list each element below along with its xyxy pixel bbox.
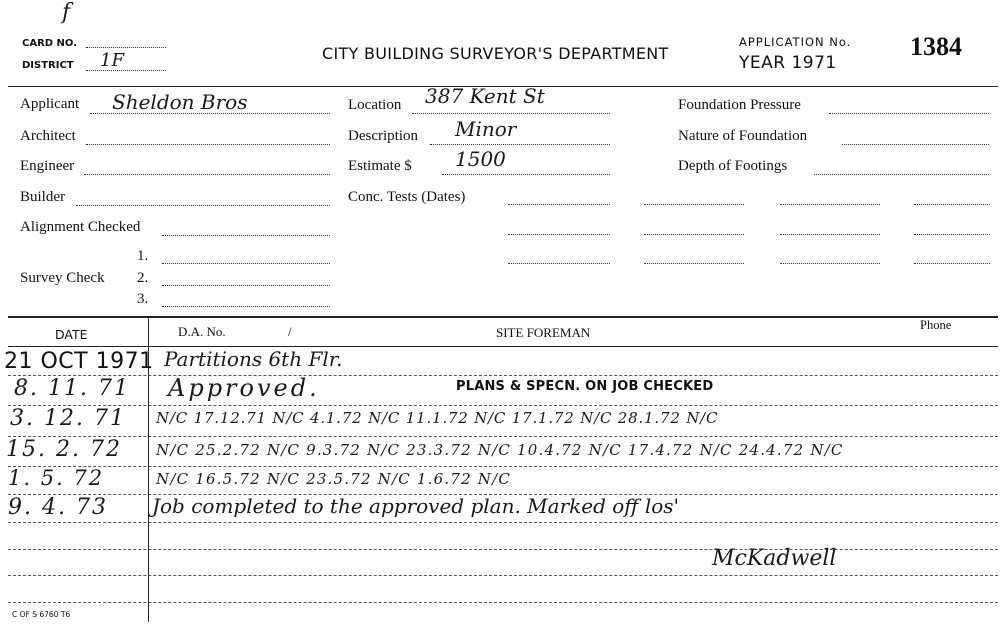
department-title: CITY BUILDING SURVEYOR'S DEPARTMENT (322, 44, 669, 63)
foundation-pressure-line (829, 113, 989, 114)
conc-line-3d (914, 263, 990, 264)
row-date: 9. 4. 73 (8, 495, 108, 520)
application-number: 1384 (910, 32, 962, 61)
engineer-label: Engineer (20, 158, 75, 174)
conc-line-3b (644, 263, 744, 264)
alignment-line (162, 235, 330, 236)
log-header-slash: / (288, 324, 292, 339)
estimate-line (442, 174, 610, 175)
builder-line (76, 205, 330, 206)
conc-tests-label: Conc. Tests (Dates) (348, 189, 466, 205)
description-label: Description (348, 128, 418, 144)
row-rule (8, 575, 998, 576)
architect-line (86, 144, 330, 145)
card-no-label: CARD NO. (22, 38, 78, 49)
conc-line-1d (914, 204, 990, 205)
row-entry: Approved. (168, 374, 320, 402)
card-mark: f (62, 0, 71, 25)
applicant-value: Sheldon Bros (112, 90, 248, 114)
conc-line-2b (644, 234, 744, 235)
plans-checked-stamp: PLANS & SPECN. ON JOB CHECKED (456, 379, 714, 394)
conc-line-3a (508, 263, 610, 264)
conc-line-1b (644, 204, 744, 205)
row-date: 8. 11. 71 (14, 376, 130, 401)
row-entry: N/C 17.12.71 N/C 4.1.72 N/C 11.1.72 N/C 17.1.72 N/C 28.1.72 N/C (156, 409, 719, 427)
row-entry: Job completed to the approved plan. Marked off los' (152, 494, 680, 518)
estimate-label: Estimate $ (348, 158, 412, 174)
survey-label: Survey Check (20, 270, 105, 286)
log-header-phone: Phone (920, 318, 952, 332)
district-value: 1F (100, 50, 124, 71)
depth-of-footings-line (814, 174, 989, 175)
foundation-pressure-label: Foundation Pressure (678, 97, 801, 113)
survey-num-2: 2. (137, 270, 149, 286)
log-header-site-foreman: SITE FOREMAN (496, 325, 591, 340)
log-header-da-no: D.A. No. (178, 324, 226, 339)
log-top-rule (8, 316, 998, 318)
conc-line-1c (780, 204, 880, 205)
row-rule (8, 436, 998, 437)
row-rule (8, 602, 998, 603)
row-rule (8, 375, 998, 376)
survey-line-3 (162, 306, 330, 307)
survey-line-2 (162, 285, 330, 286)
survey-num-3: 3. (137, 291, 149, 307)
conc-line-1a (508, 204, 610, 205)
district-label: DISTRICT (22, 60, 74, 71)
row-date: 15. 2. 72 (6, 437, 122, 462)
log-header-rule (8, 346, 998, 347)
alignment-label: Alignment Checked (20, 219, 141, 235)
description-value: Minor (455, 117, 517, 141)
district-line (86, 70, 166, 71)
description-line (430, 144, 610, 145)
inspector-signature: McKadwell (712, 546, 837, 571)
row-rule (8, 466, 998, 467)
row-rule (8, 405, 998, 406)
applicant-label: Applicant (20, 96, 80, 112)
row-rule (8, 522, 998, 523)
row-date: 21 OCT 1971 (4, 349, 154, 374)
location-value: 387 Kent St (425, 84, 545, 108)
row-rule (8, 549, 998, 550)
location-label: Location (348, 97, 402, 113)
conc-line-3c (780, 263, 880, 264)
engineer-line (84, 174, 330, 175)
nature-of-foundation-label: Nature of Foundation (678, 128, 808, 144)
log-header-date: DATE (55, 327, 88, 342)
row-date: 3. 12. 71 (10, 406, 126, 431)
form-code: C OF S 6760 T6 (12, 610, 71, 619)
survey-line-1 (162, 263, 330, 264)
conc-line-2c (780, 234, 880, 235)
row-entry: N/C 25.2.72 N/C 9.3.72 N/C 23.3.72 N/C 10.4.72 N/C 17.4.72 N/C 24.4.72 N/C (156, 441, 844, 459)
row-entry: Partitions 6th Flr. (164, 347, 343, 371)
builder-label: Builder (20, 189, 65, 205)
card-no-line (86, 47, 166, 48)
application-label: APPLICATION No. (739, 35, 852, 49)
row-date: 1. 5. 72 (8, 466, 105, 490)
survey-num-1: 1. (137, 248, 149, 264)
year-label: YEAR 1971 (739, 53, 837, 73)
depth-of-footings-label: Depth of Footings (678, 158, 788, 174)
location-line (412, 113, 610, 114)
architect-label: Architect (20, 128, 76, 144)
conc-line-2a (508, 234, 610, 235)
estimate-value: 1500 (455, 147, 506, 171)
row-entry: N/C 16.5.72 N/C 23.5.72 N/C 1.6.72 N/C (156, 470, 512, 488)
conc-line-2d (914, 234, 990, 235)
nature-of-foundation-line (842, 144, 989, 145)
